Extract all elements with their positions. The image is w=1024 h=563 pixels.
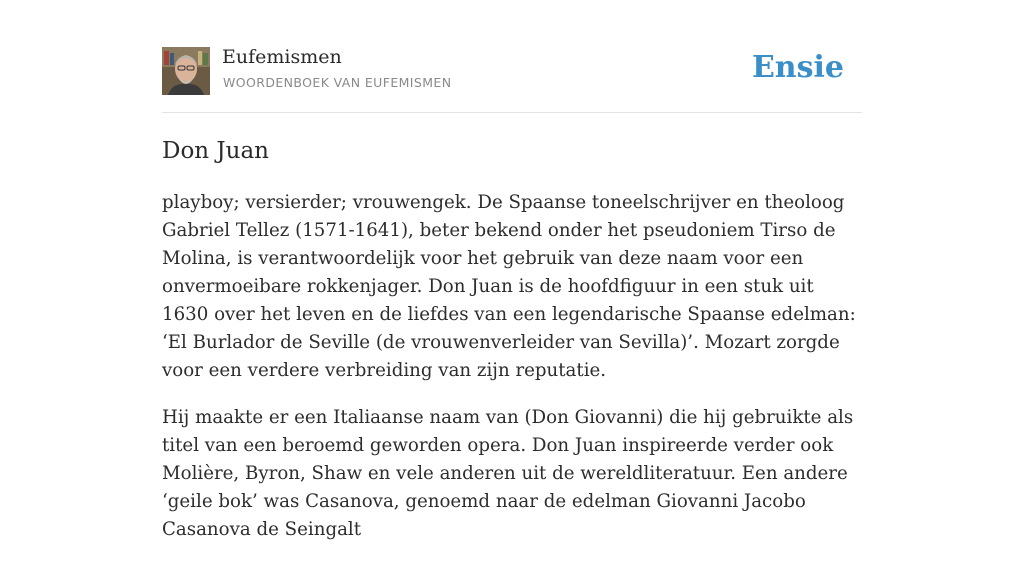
header <box>162 0 862 113</box>
article-body <box>162 189 862 563</box>
source-name[interactable]: Eufemismen <box>222 46 342 68</box>
paragraph: Hij maakte er een Italiaanse naam van (Don Giovanni) die hij gebruikte als titel van een beroemd geworden opera. Don Juan inspireerde verder ook Molière, Byron, Shaw en vele anderen uit de wereldliteratuur. Een andere ‘geile bok’ was Casanova, genoemd naar de edelman Giovanni Jacobo Casanova de Seingalt <box>162 407 854 540</box>
author-photo-icon[interactable] <box>162 47 210 95</box>
site-logo[interactable]: Ensie <box>751 50 844 85</box>
page-title: Don Juan <box>162 138 269 164</box>
source-subtitle: WOORDENBOEK VAN EUFEMISMEN <box>223 75 452 90</box>
content-container <box>162 0 862 540</box>
paragraph: playboy; versierder; vrouwengek. De Spaanse toneelschrijver en theoloog Gabriel Tellez (1571-1641), beter bekend onder het pseudoniem Tirso de Molina, is verantwoordelijk voor het gebruik van deze naam voor een onvermoeibare rokkenjager. Don Juan is de hoofdfiguur in een stuk uit 1630 over het leven en de liefdes van een legendarische Spaanse edelman: ‘El Burlador de Seville (de vrouwenverleider van Sevilla)’. Mozart zorgde voor een verdere verbreiding van zijn reputatie. <box>162 192 856 381</box>
